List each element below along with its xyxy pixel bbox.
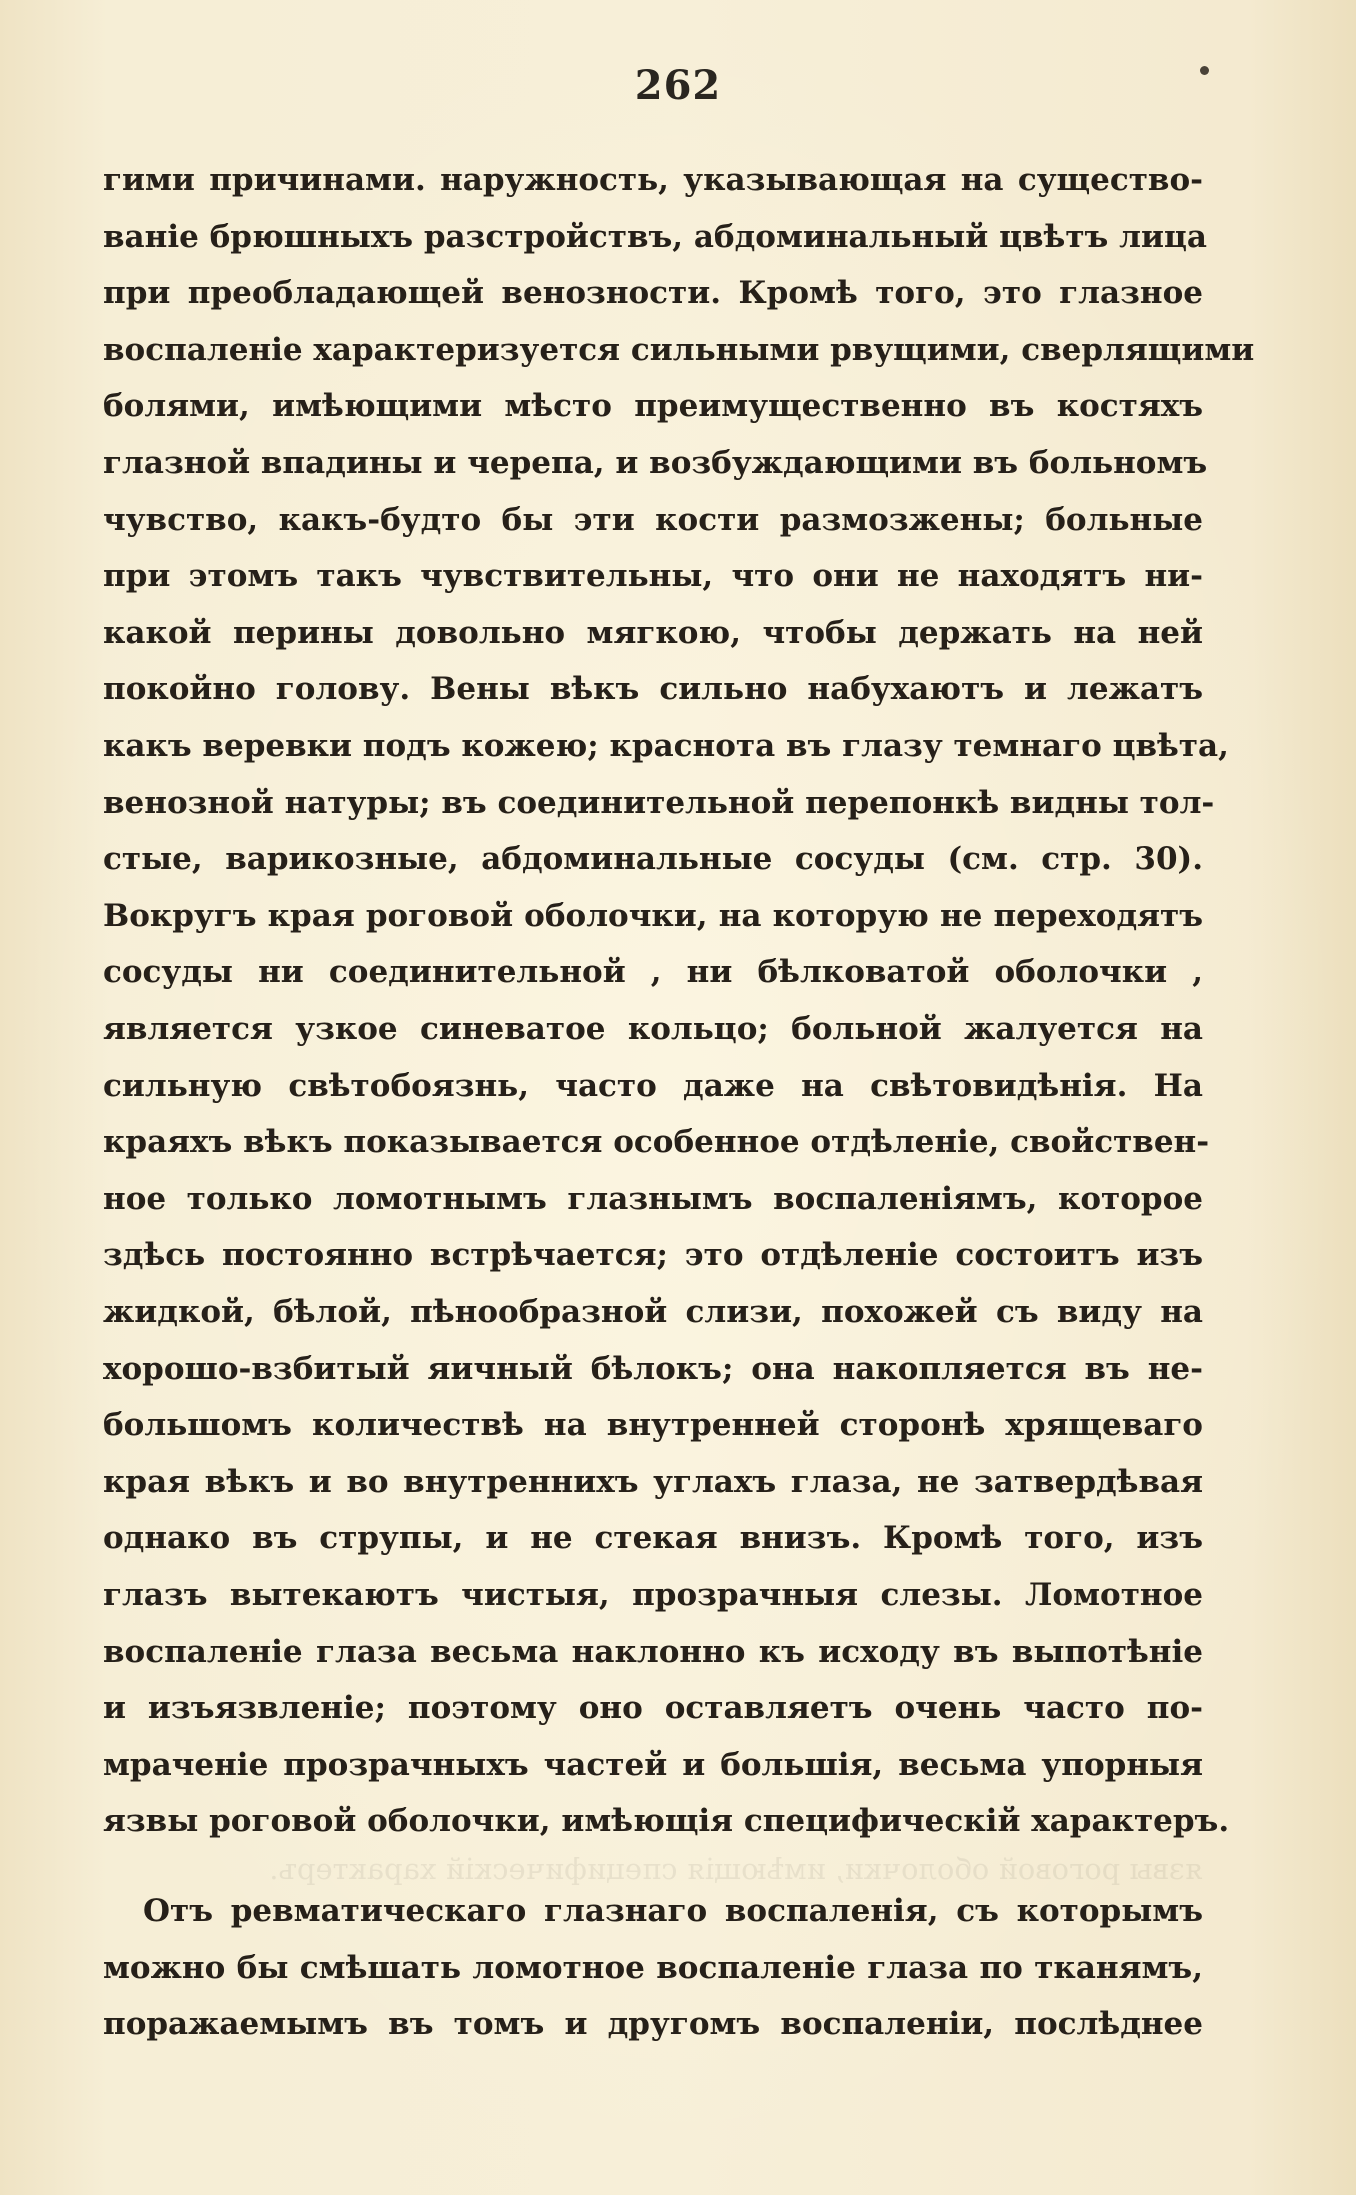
text-line: сосуды ни соединительной , ни бѣлковатой оболочки , xyxy=(103,954,1203,991)
text-line: однако въ струпы, и не стекая внизъ. Кромѣ того, изъ xyxy=(103,1520,1203,1557)
text-line: и изъязвленіе; поэтому оно оставляетъ очень часто по- xyxy=(103,1690,1203,1727)
text-line: мраченіе прозрачныхъ частей и большія, весьма упорныя xyxy=(103,1746,1203,1783)
text-line: ное только ломотнымъ глазнымъ воспаленіямъ, которое xyxy=(103,1180,1203,1217)
text-line: ваніе брюшныхъ разстройствъ, абдоминальный цвѣтъ лица xyxy=(103,218,1207,255)
text-line: является узкое синеватое кольцо; больной жалуется на xyxy=(103,1011,1203,1047)
text-line: болями, имѣющими мѣсто преимущественно въ костяхъ xyxy=(103,388,1203,425)
text-line: какъ веревки подъ кожею; краснота въ глазу темнаго цвѣта, xyxy=(103,728,1229,764)
text-line: можно бы смѣшать ломотное воспаленіе глаза по тканямъ, xyxy=(103,1949,1203,1986)
text-line: покойно голову. Вены вѣкъ сильно набухаютъ и лежатъ xyxy=(103,671,1203,708)
text-line: гими причинами. наружность, указывающая на существо- xyxy=(103,162,1203,198)
text-line: воспаленіе глаза весьма наклонно къ исходу въ выпотѣніе xyxy=(103,1633,1203,1670)
text-line: язвы роговой оболочки, имѣющія специфическій характеръ. xyxy=(103,1803,1230,1840)
text-line: хорошо-взбитый яичный бѣлокъ; она накопляется въ не- xyxy=(103,1350,1203,1387)
bleed-through xyxy=(103,1852,1203,1886)
text-line: воспаленіе характеризуется сильными рвущими, сверлящими xyxy=(103,331,1255,368)
text-line: глазъ вытекаютъ чистыя, прозрачныя слезы. Ломотное xyxy=(103,1577,1203,1613)
text-line: Вокругъ края роговой оболочки, на которую не переходятъ xyxy=(103,897,1203,934)
text-line: краяхъ вѣкъ показывается особенное отдѣленіе, свойствен- xyxy=(103,1124,1210,1161)
text-line: какой перины довольно мягкою, чтобы держать на ней xyxy=(103,614,1203,651)
text-line: здѣсь постоянно встрѣчается; это отдѣленіе состоитъ изъ xyxy=(103,1237,1203,1274)
text-line: жидкой, бѣлой, пѣнообразной слизи, похожей съ виду на xyxy=(103,1294,1203,1330)
bleed-through-line: язвы роговой оболочки, имѣющія специфическій характеръ. xyxy=(269,1852,1203,1886)
text-line: чувство, какъ-будто бы эти кости размозжены; больные xyxy=(103,501,1203,538)
text-line: венозной натуры; въ соединительной перепонкѣ видны тол- xyxy=(103,784,1215,821)
text-line: при преобладающей венозности. Кромѣ того, это глазное xyxy=(103,275,1203,312)
ink-speck xyxy=(1200,66,1209,75)
text-line: при этомъ такъ чувствительны, что они не находятъ ни- xyxy=(103,558,1203,595)
page-number: 262 xyxy=(634,62,722,109)
text-line: стые, варикозные, абдоминальные сосуды (см. стр. 30). xyxy=(103,841,1203,878)
text-line: поражаемымъ въ томъ и другомъ воспаленіи, послѣднее xyxy=(103,2006,1203,2043)
text-line: глазной впадины и черепа, и возбуждающими въ больномъ xyxy=(103,445,1208,481)
text-line: большомъ количествѣ на внутренней сторонѣ хрящеваго xyxy=(103,1407,1203,1444)
text-line: сильную свѣтобоязнь, часто даже на свѣтовидѣнія. На xyxy=(103,1067,1203,1104)
text-line: края вѣкъ и во внутреннихъ углахъ глаза, не затвердѣвая xyxy=(103,1463,1203,1500)
text-line: Отъ ревматическаго глазнаго воспаленія, съ которымъ xyxy=(143,1893,1203,1929)
